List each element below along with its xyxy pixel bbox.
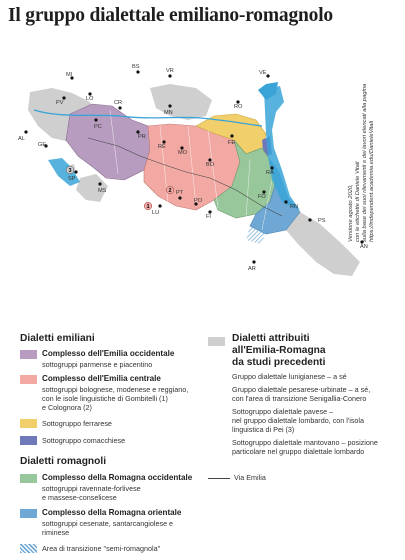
city-lo: LO — [86, 96, 94, 102]
marker-2: 2 — [168, 188, 172, 194]
city-vr: VR — [166, 68, 174, 74]
city-cr: CR — [114, 100, 123, 106]
legend-fer-label: Sottogruppo ferrarese — [42, 419, 112, 428]
legend-rocc-label: Complesso della Romagna occidentale — [42, 473, 193, 482]
credit-line1: Versione agosto 2020, — [348, 184, 354, 242]
swatch-romagna-ori — [20, 509, 37, 518]
legend-attr-note-4a: Sottogruppo dialettale mantovano – posizione — [232, 438, 378, 447]
city-pr: PR — [138, 134, 146, 140]
credit-line3: sulla base dei suoi rilevamenti e dei lavori elencati alla pagina — [362, 83, 368, 242]
marker-3: 3 — [68, 168, 72, 174]
city-fe: FE — [228, 140, 236, 146]
legend-attr-note-4b: particolare nel gruppo dialettale lombardo — [232, 447, 365, 456]
city-re: RE — [158, 144, 166, 150]
legend-attr-note-3b: nel gruppo dialettale lombardo, con l'isola — [232, 416, 365, 425]
legend-via-label: Via Emilia — [234, 473, 266, 482]
city-an: AN — [360, 244, 368, 250]
legend-attr-note-2b: con l'area di transizione Senigallia-Conero — [232, 394, 367, 403]
legend-romagnoli-heading: Dialetti romagnoli — [20, 456, 107, 467]
swatch-transizione — [20, 544, 37, 553]
city-pv: PV — [56, 100, 64, 106]
city-ms: MS — [98, 188, 107, 194]
city-ar: AR — [248, 266, 256, 272]
city-mn: MN — [164, 110, 173, 116]
legend-occ-sub: sottogruppi parmense e piacentino — [42, 360, 153, 369]
city-ra: RA — [266, 170, 274, 176]
legend-rori-sub1: sottogruppi cesenate, santarcangiolese e — [42, 519, 174, 528]
city-ps: PS — [318, 218, 326, 224]
swatch-occidentale — [20, 350, 37, 359]
city-lu: LU — [152, 210, 160, 216]
swatch-comacchiese — [20, 436, 37, 445]
city-pc: PC — [94, 124, 102, 130]
swatch-ferrarese — [20, 419, 37, 428]
city-mi: MI — [66, 72, 73, 78]
legend-rori-label: Complesso della Romagna orientale — [42, 508, 182, 517]
swatch-centrale — [20, 375, 37, 384]
page-title: Il gruppo dialettale emiliano-romagnolo — [8, 5, 333, 26]
legend-attr-heading-2: all'Emilia-Romagna — [232, 345, 326, 356]
marker-1: 1 — [146, 204, 150, 210]
area-mantovano — [150, 84, 212, 120]
legend-attr-note-3a: Sottogruppo dialettale pavese – — [232, 407, 334, 416]
city-bo: BO — [206, 162, 215, 168]
legend-attr-note-3c: linguistica di Pei (3) — [232, 425, 295, 434]
city-mo: MO — [178, 150, 188, 156]
city-fi: FI — [206, 214, 211, 220]
city-ve: VE — [259, 70, 267, 76]
legend-rocc-sub2: e massese-conselicese — [42, 493, 117, 502]
credit-block — [348, 32, 375, 252]
legend-attr-note-1: Gruppo dialettale lunigianese – a sé — [232, 372, 347, 381]
city-rn: RN — [290, 204, 299, 210]
credit-line4: https://independent.academia.edu/DanieleVitali — [369, 120, 375, 242]
legend-com-label: Sottogruppo comacchiese — [42, 436, 126, 445]
legend-trans-label: Area di transizione "semi-romagnola" — [42, 544, 161, 553]
city-po: PO — [194, 198, 203, 204]
swatch-attribuiti — [208, 337, 225, 346]
legend-cen-sub2: con le isole linguistiche di Gombitelli (1) — [42, 394, 168, 403]
legend-attr-heading-3: da studi precedenti — [232, 357, 326, 368]
legend-cen-sub1: sottogruppi bolognese, modenese e reggiano, — [42, 385, 189, 394]
legend-rocc-sub1: sottogruppi ravennate-forlivese — [42, 484, 141, 493]
dialect-map — [0, 30, 405, 330]
legend-cen-sub3: e Colognora (2) — [42, 403, 92, 412]
city-pt: PT — [176, 190, 184, 196]
city-ro: RO — [234, 104, 243, 110]
legend-attr-note-2a: Gruppo dialettale pesarese-urbinate – a sé, — [232, 385, 371, 394]
city-sp: SP — [68, 176, 76, 182]
legend-rori-sub2: riminese — [42, 528, 70, 537]
swatch-romagna-occ — [20, 474, 37, 483]
city-al: AL — [18, 136, 25, 142]
via-emilia-swatch — [208, 478, 230, 479]
city-ge: GE — [38, 142, 47, 148]
city-fo: FO — [258, 194, 266, 200]
city-bs: BS — [132, 64, 140, 70]
legend-emiliani-heading: Dialetti emiliani — [20, 333, 95, 344]
legend-attr-heading-1: Dialetti attribuiti — [232, 333, 310, 344]
legend-occ-label: Complesso dell'Emilia occidentale — [42, 349, 175, 358]
legend-cen-label: Complesso dell'Emilia centrale — [42, 374, 161, 383]
credit-line2: con le etichette di Daniele Vitali — [355, 161, 361, 242]
